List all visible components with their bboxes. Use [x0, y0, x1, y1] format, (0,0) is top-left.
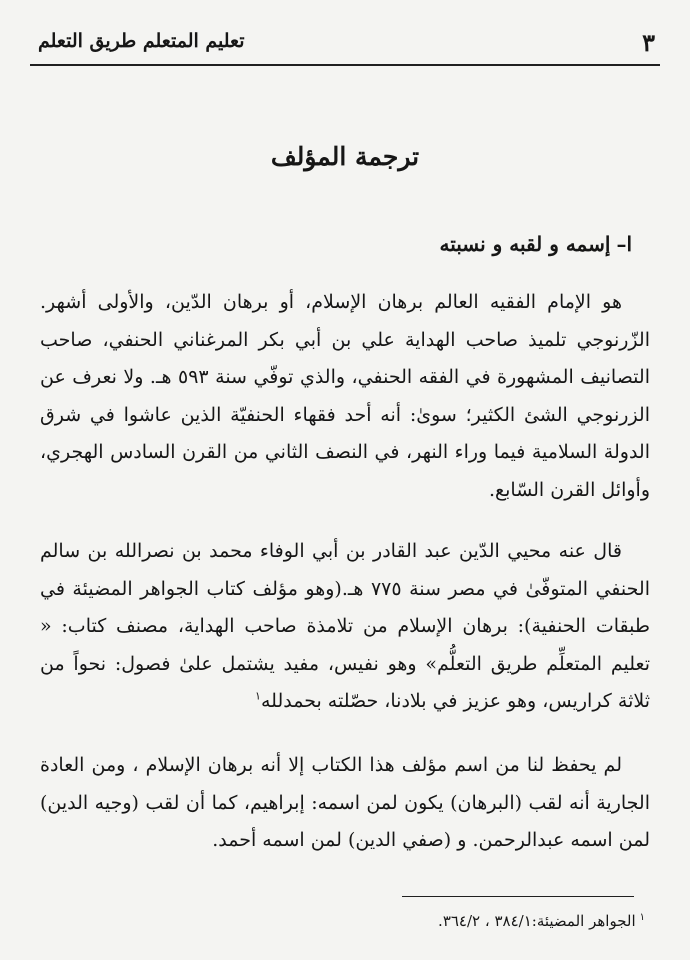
subheading	[440, 232, 633, 256]
footnote-text: الجواهر المضيئة:٣٨٤/١ ، ٣٦٤/٢.	[438, 912, 636, 930]
paragraph-1-text: هو الإمام الفقيه العالم برهان الإسلام، أو برهان الدّين، والأولى أشهر. الزّرنوجي تلميذ صاحب الهداية علي بن أبي بكر المرغناني الحنفي، صاحب التصانيف المشهورة في الفقه الحنفي، والذي توفّي سنة ٥٩٣ هـ. ولا نعرف عن الزرنوجي الشئ الكثير؛ سوىٰ: أنه أحد فقهاء الحنفيّة الذين عاشوا في شرق الدولة السلامية فيما وراء النهر، في النصف الثاني من القرن السادس الهجري، وأوائل القرن السّابع.	[40, 291, 650, 501]
footnote	[438, 912, 645, 930]
paragraph-1	[40, 284, 650, 509]
footnote-reference: ١	[255, 689, 261, 703]
paragraph-2	[40, 533, 650, 721]
subheading-number: ا–	[616, 232, 632, 256]
section-title: ترجمة المؤلف	[270, 142, 420, 171]
footnote-separator	[402, 896, 634, 897]
page-number: ٣	[642, 28, 655, 57]
paragraph-3	[40, 747, 650, 860]
paragraph-2-text: قال عنه محيي الدّين عبد القادر بن أبي الوفاء محمد بن نصرالله بن سالم الحنفي المتوفّىٰ في مصر سنة ٧٧٥ هـ.(وهو مؤلف كتاب الجواهر المضيئة في طبقات الحنفية): برهان الإسلام من تلامذة صاحب الهداية، مصنف كتاب: « تعليم المتعلِّم طريق التعلُّم» وهو نفيس، مفيد يشتمل علىٰ فصول: نحواً من ثلاثة كراريس، وهو عزيز في بلادنا، حصّلته بحمدلله	[40, 540, 650, 712]
subheading-text: إسمه و لقبه و نسبته	[439, 232, 611, 256]
paragraph-3-text: لم يحفظ لنا من اسم مؤلف هذا الكتاب إلا أنه برهان الإسلام ، ومن العادة الجارية أنه لقب (البرهان) يكون لمن اسمه: إبراهيم، كما أن لقب (وجيه الدين) لمن اسمه عبدالرحمن. و (صفي الدين) لمن اسمه أحمد.	[40, 754, 650, 851]
running-title: تعليم المتعلم طريق التعلم	[38, 30, 245, 52]
header-rule	[30, 64, 660, 66]
running-header	[30, 24, 660, 64]
footnote-marker: ١	[639, 912, 645, 923]
